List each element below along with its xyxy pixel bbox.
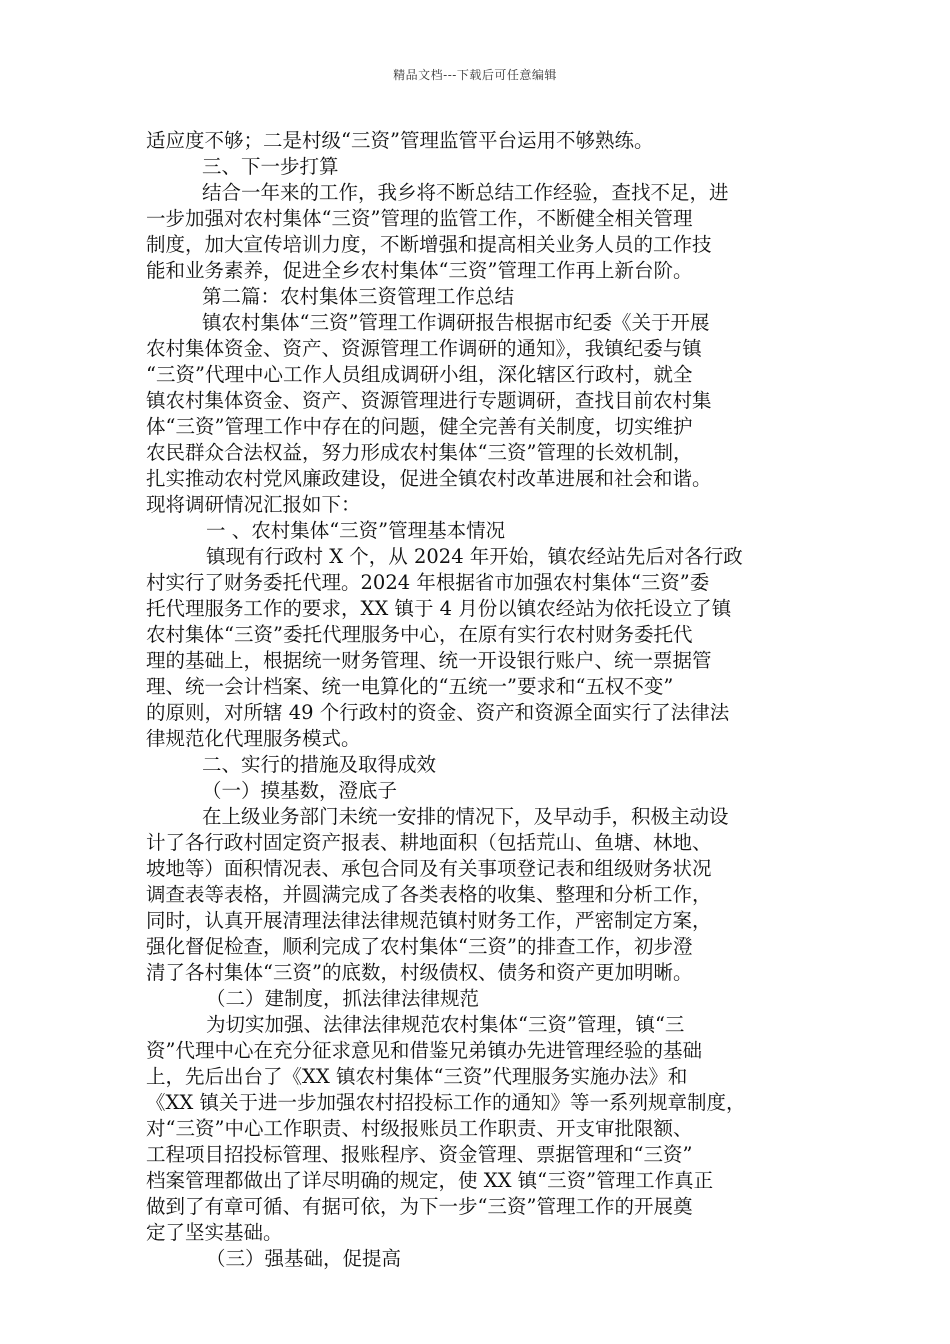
text-line: 理的基础上，根据统一财务管理、统一开设银行账户、统一票据管 bbox=[146, 649, 712, 672]
text-line: “三资”代理中心工作人员组成调研小组，深化辖区行政村，就全 bbox=[146, 363, 693, 386]
text-line: 档案管理都做出了详尽明确的规定，使 XX 镇“三资”管理工作真正 bbox=[146, 1169, 714, 1192]
text-line: 为切实加强、法律法律规范农村集体“三资”管理，镇“三 bbox=[206, 1013, 685, 1036]
text-line: 能和业务素养，促进全乡农村集体“三资”管理工作再上新台阶。 bbox=[146, 259, 693, 282]
text-line: （二）建制度，抓法律法律规范 bbox=[206, 987, 480, 1010]
text-line: 制度，加大宣传培训力度，不断增强和提高相关业务人员的工作技 bbox=[146, 233, 712, 256]
text-line: 清了各村集体“三资”的底数，村级债权、债务和资产更加明晰。 bbox=[146, 961, 693, 984]
text-line: 坡地等）面积情况表、承包合同及有关事项登记表和组级财务状况 bbox=[146, 857, 712, 880]
text-line: 镇现有行政村 X 个，从 2024 年开始，镇农经站先后对各行政 bbox=[206, 545, 743, 568]
text-line: 同时，认真开展清理法律法律规范镇村财务工作，严密制定方案， bbox=[146, 909, 712, 932]
text-line: 计了各行政村固定资产报表、耕地面积（包括荒山、鱼塘、林地、 bbox=[146, 831, 712, 854]
text-line: 扎实推动农村党风廉政建设，促进全镇农村改革进展和社会和谐。 bbox=[146, 467, 712, 490]
text-line: 二、实行的措施及取得成效 bbox=[202, 753, 437, 776]
text-line: 《XX 镇关于进一步加强农村招投标工作的通知》等一系列规章制度， bbox=[146, 1091, 746, 1114]
text-line: （三）强基础，促提高 bbox=[206, 1247, 402, 1270]
text-line: 村实行了财务委托代理。2024 年根据省市加强农村集体“三资”委 bbox=[146, 571, 710, 594]
text-line: 一步加强对农村集体“三资”管理的监管工作，不断健全相关管理 bbox=[146, 207, 693, 230]
text-line: 结合一年来的工作，我乡将不断总结工作经验，查找不足，进 bbox=[202, 181, 729, 204]
text-line: 托代理服务工作的要求，XX 镇于 4 月份以镇农经站为依托设立了镇 bbox=[146, 597, 732, 620]
document-body bbox=[146, 128, 818, 1272]
text-line: （一）摸基数，澄底子 bbox=[202, 779, 398, 802]
text-line: 体“三资”管理工作中存在的问题，健全完善有关制度，切实维护 bbox=[146, 415, 693, 438]
text-line: 律规范化代理服务模式。 bbox=[146, 727, 361, 750]
text-line: 调查表等表格，并圆满完成了各类表格的收集、整理和分析工作， bbox=[146, 883, 712, 906]
page-header: 精品文档---下载后可任意编辑 bbox=[393, 68, 557, 82]
text-line: 三、下一步打算 bbox=[202, 155, 339, 178]
text-line: 农村集体资金、资产、资源管理工作调研的通知》，我镇纪委与镇 bbox=[146, 337, 702, 360]
text-line: 上，先后出台了《XX 镇农村集体“三资”代理服务实施办法》和 bbox=[146, 1065, 688, 1088]
text-line: 农民群众合法权益，努力形成农村集体“三资”管理的长效机制， bbox=[146, 441, 693, 464]
text-line: 定了坚实基础。 bbox=[146, 1221, 283, 1244]
text-line: 农村集体“三资”委托代理服务中心，在原有实行农村财务委托代 bbox=[146, 623, 693, 646]
text-line: 理、统一会计档案、统一电算化的“五统一”要求和“五权不变” bbox=[146, 675, 674, 698]
text-line: 工程项目招投标管理、报账程序、资金管理、票据管理和“三资” bbox=[146, 1143, 693, 1166]
text-line: 第二篇：农村集体三资管理工作总结 bbox=[202, 285, 515, 308]
text-line: 在上级业务部门未统一安排的情况下，及早动手，积极主动设 bbox=[202, 805, 729, 828]
text-line: 做到了有章可循、有据可依，为下一步“三资”管理工作的开展奠 bbox=[146, 1195, 693, 1218]
text-line: 的原则，对所辖 49 个行政村的资金、资产和资源全面实行了法律法 bbox=[146, 701, 730, 724]
text-line: 一 、农村集体“三资”管理基本情况 bbox=[206, 519, 506, 542]
text-line: 镇农村集体“三资”管理工作调研报告根据市纪委《关于开展 bbox=[202, 311, 710, 334]
text-line: 适应度不够；二是村级“三资”管理监管平台运用不够熟练。 bbox=[146, 129, 654, 152]
text-line: 资”代理中心在充分征求意见和借鉴兄弟镇办先进管理经验的基础 bbox=[146, 1039, 702, 1062]
text-line: 强化督促检查，顺利完成了农村集体“三资”的排查工作，初步澄 bbox=[146, 935, 693, 958]
text-line: 对“三资”中心工作职责、村级报账员工作职责、开支审批限额、 bbox=[146, 1117, 693, 1140]
text-line: 现将调研情况汇报如下： bbox=[146, 493, 361, 516]
text-line: 镇农村集体资金、资产、资源管理进行专题调研，查找目前农村集 bbox=[146, 389, 712, 412]
